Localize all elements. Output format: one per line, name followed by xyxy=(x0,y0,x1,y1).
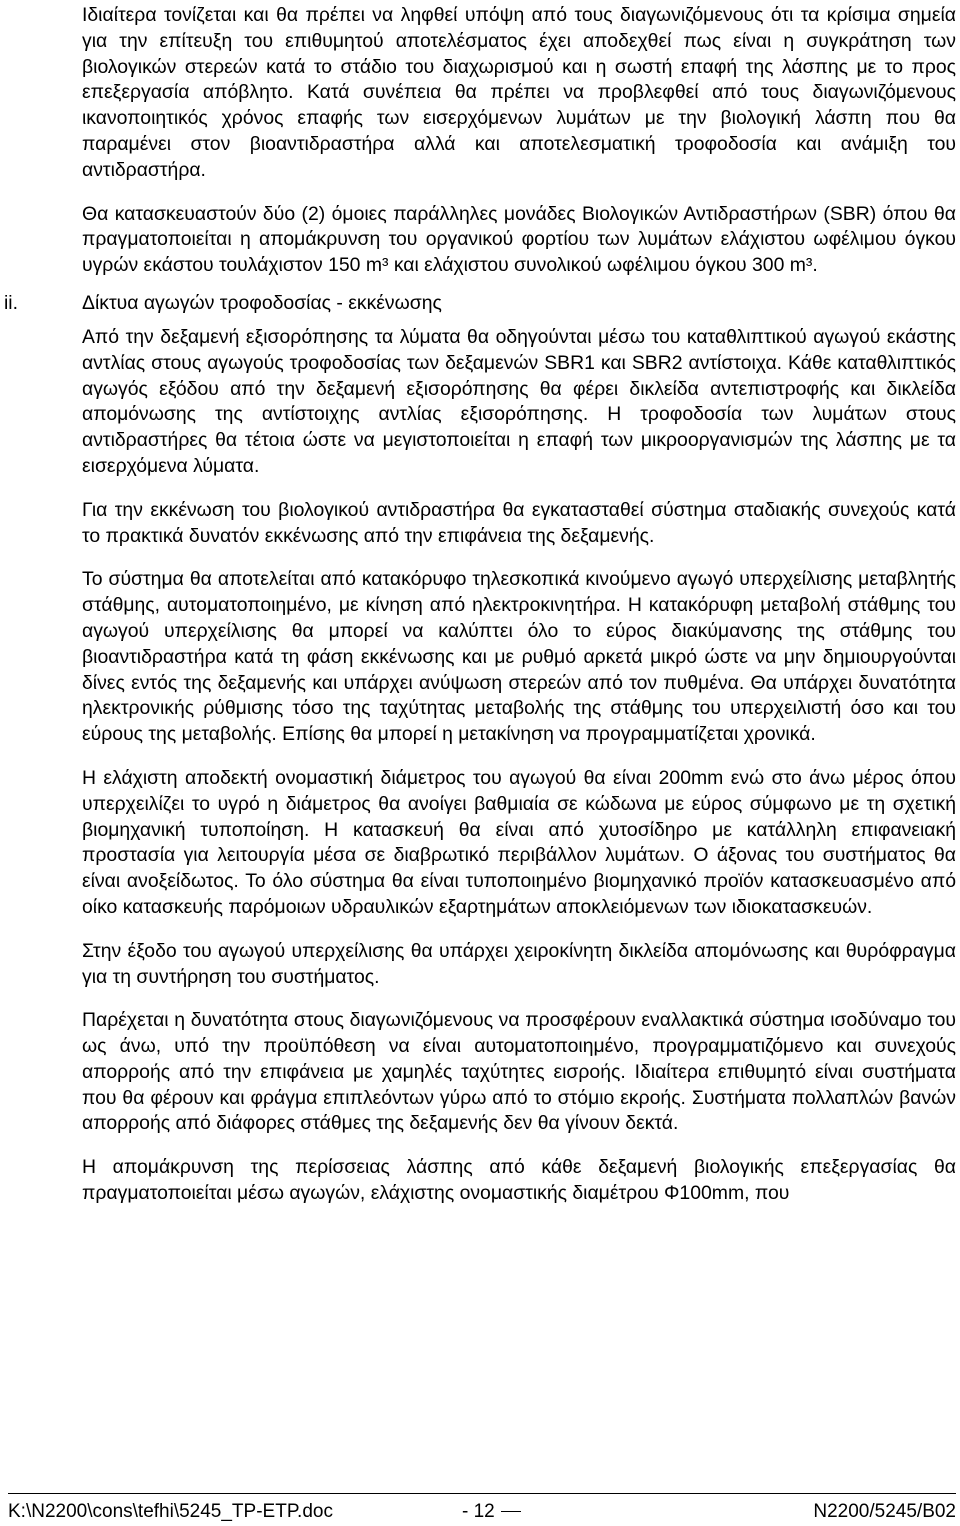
page-number-text: - 12 xyxy=(462,1501,495,1522)
paragraph: Η ελάχιστη αποδεκτή ονομαστική διάμετρος του αγωγού θα είναι 200mm ενώ στο άνω μέρος όπου υπερχειλίζει το υγρό η διάμετρος θα ανοίγει βαθμιαία σε κώδωνα με εύρος σύμφωνο με τη σχετική βιομηχανική τυποποίηση. Η κατασκευή θα είναι από χυτοσίδηρο με κατάλληλη επιφανειακή προστασία για λειτουργία μέσα σε διαβρωτικό περιβάλλον λυμάτων. Ο άξονας του συστήματος θα είναι ανοξείδωτος. Το όλο σύστημα θα είναι τυποποιημένο βιομηχανικό προϊόν κατασκευασμένο από οίκο κατασκευής παρόμοιων υδραυλικών εξαρτημάτων αποκλειόμενων των ιδιοκατασκευών. xyxy=(82,766,956,918)
page-number-dash xyxy=(501,1511,521,1512)
footer-file-path: K:\N2200\cons\tefhi\5245_TP-ETP.doc xyxy=(8,1501,333,1522)
section-heading xyxy=(4,290,956,316)
paragraph: Παρέχεται η δυνατότητα στους διαγωνιζόμενους να προσφέρουν εναλλακτικά σύστημα ισοδύναμο του ως άνω, υπό την προϋπόθεση να είναι αυτοματοποιημένο, προγραμματιζόμενο και συνεχούς απορροής από την επιφάνεια με χαμηλές ταχύτητες εισροής. Ιδιαίτερα επιθυμητό είναι συστήματα που θα φέρουν και φράγμα επιπλεόντων γύρω από το στόμιο εκροής. Συστήματα πολλαπλών βανών απορροής από διάφορες στάθμες της δεξαμενής δεν θα γίνουν δεκτά. xyxy=(82,1009,956,1135)
section-title: Δίκτυα αγωγών τροφοδοσίας - εκκένωσης xyxy=(82,291,442,314)
paragraph: Θα κατασκευαστούν δύο (2) όμοιες παράλληλες μονάδες Βιολογικών Αντιδραστήρων (SBR) όπου θα πραγματοποιείται η απομάκρυνση του οργανικού φορτίου των λυμάτων ελάχιστου ωφέλιμου όγκου υγρών εκάστου τουλάχιστον 150 m³ και ελάχιστου συνολικού ωφέλιμου όγκου 300 m³. xyxy=(82,202,956,277)
paragraph: Η απομάκρυνση της περίσσειας λάσπης από κάθε δεξαμενή βιολογικής επεξεργασίας θα πραγματοποιείται μέσω αγωγών, ελάχιστης ονομαστικής διαμέτρου Φ100mm, που xyxy=(82,1156,956,1205)
footer-reference: N2200/5245/B02 xyxy=(813,1501,956,1522)
paragraph: Για την εκκένωση του βιολογικού αντιδραστήρα θα εγκατασταθεί σύστημα σταδιακής συνεχούς κατά το πρακτικά δυνατόν εκκένωσης από την επιφάνεια της δεξαμενής. xyxy=(82,498,956,547)
paragraph: Ιδιαίτερα τονίζεται και θα πρέπει να ληφθεί υπόψη από τους διαγωνιζόμενους ότι τα κρίσιμα σημεία για την επίτευξη του επιθυμητού αποτελέσματος έχει αποδεχθεί πως είναι η συγκράτηση των βιολογικών στερεών κατά το στάδιο του διαχωρισμού και η σωστή επαφή της λάσπης με το προς επεξεργασία απόβλητο. Κατά συνέπεια θα πρέπει να προβλεφθεί από τους διαγωνιζόμενους ικανοποιητικός χρόνος επαφής των εισερχόμενων λυμάτων με την βιολογική λάσπη που θα παραμένει στον βιοαντιδραστήρα αλλά και αποτελεσματική τροφοδοσία και ανάμιξη του αντιδραστήρα. xyxy=(82,4,956,181)
paragraph: Από την δεξαμενή εξισορόπησης τα λύματα θα οδηγούνται μέσω του καταθλιπτικού αγωγού εκάστης αντλίας στους αγωγούς τροφοδοσίας των δεξαμενών SBR1 και SBR2 αντίστοιχα. Κάθε καταθλιπτικός αγωγός εξόδου από την δεξαμενή εξισορόπησης θα φέρει δικλείδα αντεπιστροφής και δικλείδα απομόνωσης της αντίστοιχης αντλίας εξισορόπησης. Η τροφοδοσία των λυμάτων στους αντιδραστήρες θα τέτοια ώστε να μεγιστοποιείται η επαφή των μικροοργανισμών της λάσπης με τα εισερχόμενα λύματα. xyxy=(82,325,956,477)
footer-page-number xyxy=(462,1501,527,1523)
paragraph: Το σύστημα θα αποτελείται από κατακόρυφο τηλεσκοπικά κινούμενο αγωγό υπερχείλισης μεταβλητής στάθμης, αυτοματοποιημένο, με κίνηση από ηλεκτροκινητήρα. Η κατακόρυφη μεταβολή στάθμης του αγωγού υπερχείλισης θα μπορεί να καλύπτει όλο το εύρος διακύμανσης της στάθμης του βιοαντιδραστήρα κατά τη φάση εκκένωσης και με ρυθμό αρκετά μικρό ώστε να μην δημιουργούνται δίνες εντός της δεξαμενής και υπάρχει ανύψωση στερεών από τον πυθμένα. Θα υπάρχει δυνατότητα ηλεκτρονικής ρύθμισης τόσο της ταχύτητας μεταβολής της στάθμης του υπερχειλιστή όσο και του εύρους της μεταβολής. Επίσης θα μπορεί η μετακίνηση να προγραμματίζεται χρονικά. xyxy=(82,568,956,746)
document-body xyxy=(4,0,956,1207)
page-footer xyxy=(8,1493,956,1522)
paragraph: Στην έξοδο του αγωγού υπερχείλισης θα υπάρχει χειροκίνητη δικλείδα απομόνωσης και θυρόφραγμα για τη συντήρηση του συστήματος. xyxy=(82,939,956,988)
section-number: ii. xyxy=(4,291,19,314)
